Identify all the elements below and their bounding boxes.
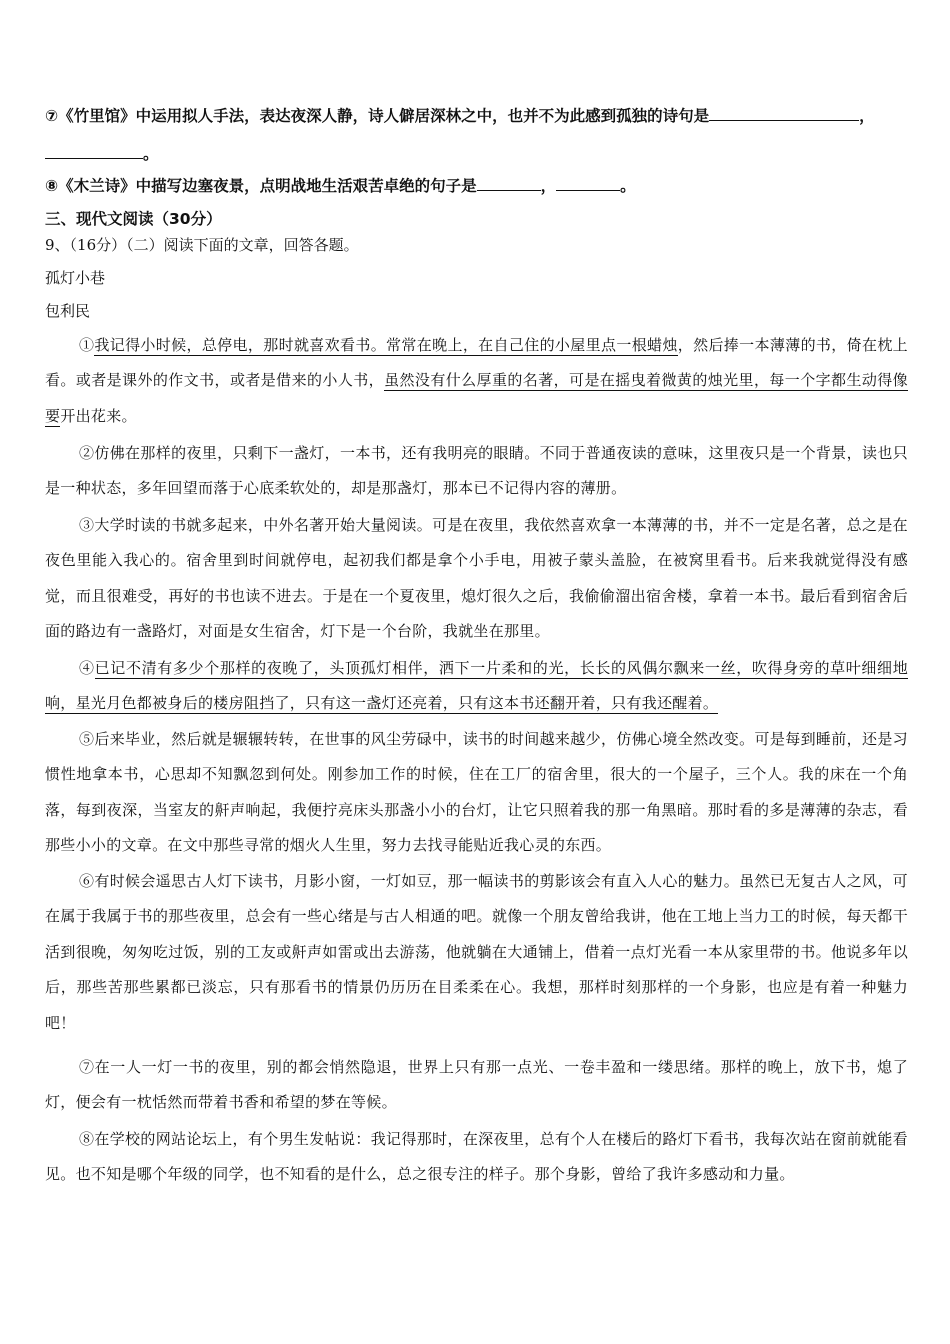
question-8-text: ⑧《木兰诗》中描写边塞夜景，点明战地生活艰苦卓绝的句子是	[45, 177, 477, 195]
section-heading: 三、现代文阅读（30分）	[45, 210, 222, 228]
underlined-text: 我记得小时候，总停电，那时就喜欢看书。常常在晚上，在自己住的小屋里点一根蜡烛	[94, 336, 678, 354]
answer-blank[interactable]	[709, 106, 859, 121]
question-8	[45, 174, 636, 196]
paragraph-text: ，然后捧一本薄薄的书，倚在枕上看。或者是课外的作文书，或者是借来的小人书，	[45, 336, 908, 390]
question-7-text: ⑦《竹里馆》中运用拟人手法，表达夜深人静，诗人僻居深林之中，也并不为此感到孤独的诗句是	[45, 107, 710, 125]
period: 。	[620, 177, 636, 195]
article-author: 包利民	[45, 302, 91, 320]
answer-blank[interactable]	[477, 176, 541, 191]
paragraph-8: ⑧在学校的网站论坛上，有个男生发帖说：我记得那时，在深夜里，总有个人在楼后的路灯下看书，我每次站在窗前就能看见。也不知是哪个年级的同学，也不知看的是什么，总之很专注的样子。那个身影，曾给了我许多感动和力量。	[45, 1130, 908, 1184]
paragraph-2: ②仿佛在那样的夜里，只剩下一盏灯，一本书，还有我明亮的眼睛。不同于普通夜读的意味，这里夜只是一个背景，读也只是一种状态，多年回望而落于心底柔软处的，却是那盏灯，那本已不记得内容的薄册。	[45, 444, 908, 498]
paragraph-number: ①	[79, 336, 95, 354]
period: 。	[143, 145, 159, 163]
paragraph-1	[45, 328, 908, 434]
paragraph-number: ④	[79, 659, 95, 677]
paragraph-5: ⑤后来毕业，然后就是辗辗转转，在世事的风尘劳碌中，读书的时间越来越少，仿佛心境全然改变。可是每到睡前，还是习惯性地拿本书，心思却不知飘忽到何处。刚参加工作的时候，住在工厂的宿舍里，很大的一个屋子，三个人。我的床在一个角落，每到夜深，当室友的鼾声响起，我便拧亮床头那盏小小的台灯，让它只照着我的那一角黑暗。那时看的多是薄薄的杂志，看那些小小的文章。在文中那些寻常的烟火人生里，努力去找寻能贴近我心灵的东西。	[45, 730, 908, 855]
paragraph-text: 开出花来。	[60, 406, 137, 425]
separator: ，	[540, 177, 557, 195]
question-9: 9、（16分）（二）阅读下面的文章，回答各题。	[45, 236, 359, 254]
answer-blank[interactable]	[45, 144, 143, 159]
underlined-text: 虽然没有什么厚重的名著，可是在摇曳着微黄的烛光里，每一个字都生动得像要	[45, 371, 908, 425]
underlined-text: 已记不清有多少个那样的夜晚了，头顶孤灯相伴，洒下一片柔和的光，长长的风偶尔飘来一丝，吹得身旁的草叶细细地响，星光月色都被身后的楼房阻挡了，只有这一盏灯还亮着，只有这本书还翻开着，只有我还醒着。	[45, 659, 908, 713]
question-7-cont	[45, 142, 159, 164]
paragraph-3: ③大学时读的书就多起来，中外名著开始大量阅读。可是在夜里，我依然喜欢拿一本薄薄的书，并不一定是名著，总之是在夜色里能入我心的。宿舍里到时间就停电，起初我们都是拿个小手电，用被子蒙头盖脸，在被窝里看书。后来我就觉得没有感觉，而且很难受，再好的书也读不进去。于是在一个夏夜里，熄灯很久之后，我偷偷溜出宿舍楼，拿着一本书。最后看到宿舍后面的路边有一盏路灯，对面是女生宿舍，灯下是一个台阶，我就坐在那里。	[45, 516, 908, 641]
article-title: 孤灯小巷	[45, 269, 106, 287]
question-7	[45, 104, 875, 126]
answer-blank[interactable]	[556, 176, 620, 191]
separator: ，	[859, 107, 875, 125]
paragraph-7: ⑦在一人一灯一书的夜里，别的都会悄然隐退，世界上只有那一点光、一卷丰盈和一缕思绪。那样的晚上，放下书，熄了灯，便会有一枕恬然而带着书香和希望的梦在等候。	[45, 1058, 908, 1112]
paragraph-6: ⑥有时候会遥思古人灯下读书，月影小窗，一灯如豆，那一幅读书的剪影该会有直入人心的魅力。虽然已无复古人之风，可在属于我属于书的那些夜里，总会有一些心绪是与古人相通的吧。就像一个朋友曾给我讲，他在工地上当力工的时候，每天都干活到很晚，匆匆吃过饭，别的工友或鼾声如雷或出去游荡，他就躺在大通铺上，借着一点灯光看一本从家里带的书。他说多年以后，那些苦那些累都已淡忘，只有那看书的情景仍历历在目柔柔在心。我想，那样时刻那样的一个身影，也应是有着一种魅力吧！	[45, 872, 908, 1032]
paragraph-4	[45, 651, 908, 722]
